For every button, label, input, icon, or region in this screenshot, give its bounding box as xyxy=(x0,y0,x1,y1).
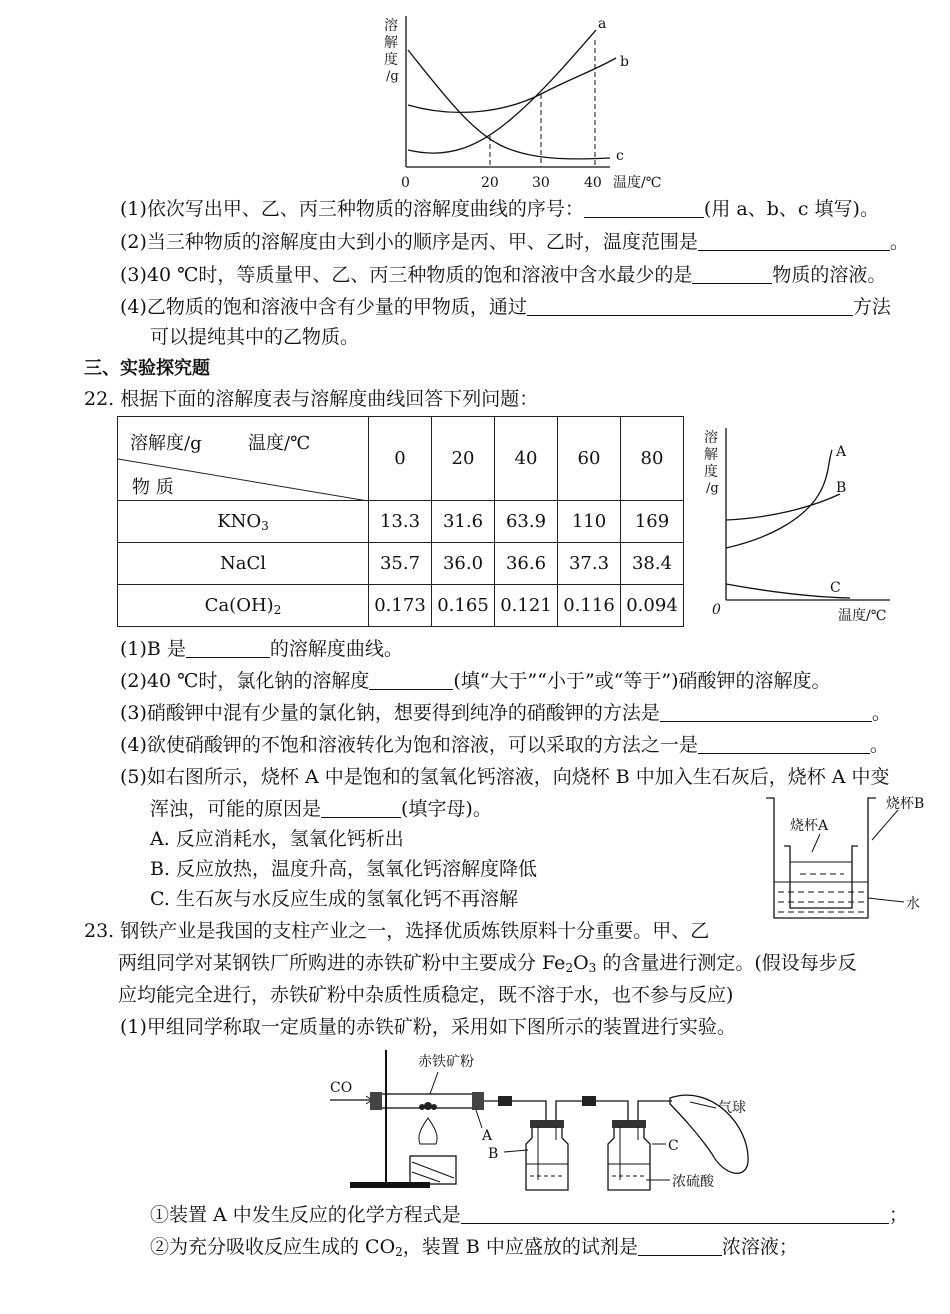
label-ore-powder: 赤铁矿粉 xyxy=(418,1054,474,1070)
block-hatch xyxy=(412,1162,454,1178)
apparatus-diagram xyxy=(320,1044,760,1196)
curve-c xyxy=(408,50,610,159)
q23-step2: ②为充分吸收反应生成的 $CO_2$，装置 B 中应盛放的试剂是 浓溶液； xyxy=(150,1236,798,1259)
label-acid: 浓硫酸 xyxy=(672,1174,714,1190)
solubility-table xyxy=(117,416,684,627)
leader-b xyxy=(504,1150,528,1152)
curve-c-label: c xyxy=(616,148,624,164)
table-cell: 169 xyxy=(621,501,684,543)
leader-b xyxy=(872,810,898,840)
table-cell: 0.165 xyxy=(432,585,495,627)
leader-balloon xyxy=(690,1102,716,1108)
y-label-2: 解 xyxy=(704,447,718,463)
block-hatch xyxy=(412,1172,440,1182)
bottle-b xyxy=(526,1126,568,1190)
q22-blank1[interactable] xyxy=(186,639,270,658)
q21-part4-line2: 可以提纯其中的乙物质。 xyxy=(150,326,360,348)
label-co: CO xyxy=(330,1080,353,1096)
label-water: 水 xyxy=(906,896,920,912)
q22-blank5[interactable] xyxy=(321,799,401,818)
label-c: C xyxy=(668,1138,679,1154)
rubber-joint xyxy=(498,1096,512,1106)
q23-blank1[interactable] xyxy=(461,1205,889,1224)
substance-name: $Ca(OH)_2$ xyxy=(118,585,369,627)
label-beaker-b: 烧杯B xyxy=(886,796,925,812)
q21-part2: (2)当三种物质的溶解度由大到小的顺序是丙、甲、乙时，温度范围是 。 xyxy=(120,231,909,253)
tick-40: 40 xyxy=(584,175,602,191)
bottle-c-stopper xyxy=(612,1120,646,1128)
label-b: B xyxy=(488,1146,499,1162)
bottle-c xyxy=(608,1126,650,1190)
ore-powder xyxy=(419,1104,425,1110)
q22-stem: 22. 根据下面的溶解度表与溶解度曲线回答下列问题： xyxy=(84,388,539,410)
temp-header: 80 xyxy=(621,417,684,501)
x-label: 温度/℃ xyxy=(613,175,662,191)
origin-label: 0 xyxy=(712,602,721,618)
table-cell: 0.116 xyxy=(558,585,621,627)
curve-B xyxy=(726,494,840,520)
q22-part2: (2)40 ℃时，氯化钠的溶解度 (填“大于”“小于”或“等于”)硝酸钾的溶解度。 xyxy=(120,670,831,692)
stopper-left xyxy=(370,1092,382,1110)
label-balloon: 气球 xyxy=(718,1100,746,1116)
bottle-b-stopper xyxy=(530,1120,564,1128)
solubility-graph-2 xyxy=(690,420,920,630)
q21-part4: (4)乙物质的饱和溶液中含有少量的甲物质，通过 方法 xyxy=(120,296,891,318)
table-cell: 110 xyxy=(558,501,621,543)
tick-0: 0 xyxy=(401,175,410,191)
solubility-graph-1 xyxy=(360,10,680,192)
table-cell: 38.4 xyxy=(621,543,684,585)
temp-header: 0 xyxy=(369,417,432,501)
curve-C-label: C xyxy=(830,580,841,596)
curve-A xyxy=(726,450,832,548)
q23-line1: 23. 钢铁产业是我国的支柱产业之一，选择优质炼铁原料十分重要。甲、乙 xyxy=(84,920,710,942)
y-label-3: 度 xyxy=(384,52,398,68)
substance-name: NaCl xyxy=(118,543,369,585)
table-cell: 0.121 xyxy=(495,585,558,627)
tube-to-balloon xyxy=(638,1101,672,1120)
q21-part1: (1)依次写出甲、乙、丙三种物质的溶解度曲线的序号： (用 a、b、c 填写)。 xyxy=(120,198,879,220)
q23-blank2[interactable] xyxy=(638,1237,722,1256)
table-corner xyxy=(118,417,369,501)
curve-b xyxy=(408,58,616,112)
q22-part5-line2: 浑浊，可能的原因是 (填字母)。 xyxy=(150,798,492,820)
q23-step1: ①装置 A 中发生反应的化学方程式是 ； xyxy=(150,1204,908,1226)
beaker-diagram xyxy=(760,790,948,926)
table-cell: 63.9 xyxy=(495,501,558,543)
y-label-3: 度 xyxy=(704,464,718,480)
q21-blank1[interactable] xyxy=(584,199,704,218)
substance-name: $KNO_3$ xyxy=(118,501,369,543)
table-cell: 13.3 xyxy=(369,501,432,543)
curve-a-label: a xyxy=(598,16,607,32)
curve-b-label: b xyxy=(620,54,629,70)
option-c: C. 生石灰与水反应生成的氢氧化钙不再溶解 xyxy=(150,888,518,910)
q22-part4: (4)欲使硝酸钾的不饱和溶液转化为饱和溶液，可以采取的方法之一是 。 xyxy=(120,734,889,756)
curve-B-label: B xyxy=(836,480,847,496)
q22-part3: (3)硝酸钾中混有少量的氯化钠，想要得到纯净的硝酸钾的方法是 。 xyxy=(120,702,891,724)
y-label-2: 解 xyxy=(384,35,398,51)
table-row xyxy=(118,543,684,585)
y-label-4: /g xyxy=(386,69,399,84)
x-label: 温度/℃ xyxy=(838,608,887,624)
temp-header: 40 xyxy=(495,417,558,501)
q22-blank3[interactable] xyxy=(660,703,872,722)
corner-substance: 物 质 xyxy=(132,477,174,498)
stopper-right xyxy=(472,1092,484,1110)
stand-base xyxy=(350,1182,430,1188)
table-cell: 0.173 xyxy=(369,585,432,627)
y-label-1: 溶 xyxy=(704,430,718,446)
y-label-1: 溶 xyxy=(384,18,398,34)
q21-part3: (3)40 ℃时，等质量甲、乙、丙三种物质的饱和溶液中含水最少的是 物质的溶液。 xyxy=(120,264,887,286)
corner-solubility: 溶解度/g xyxy=(130,433,202,454)
table-cell: 36.6 xyxy=(495,543,558,585)
table-row xyxy=(118,585,684,627)
q21-blank2[interactable] xyxy=(698,232,890,251)
table-cell: 35.7 xyxy=(369,543,432,585)
q23-line4: (1)甲组同学称取一定质量的赤铁矿粉，采用如下图所示的装置进行实验。 xyxy=(120,1016,736,1038)
ore-powder xyxy=(431,1104,437,1110)
leader-a xyxy=(812,834,820,852)
tick-30: 30 xyxy=(532,175,550,191)
beaker-b xyxy=(766,798,876,918)
q23-line3: 应均能完全进行，赤铁矿粉中杂质性质稳定，既不溶于水，也不参与反应) xyxy=(118,984,734,1006)
option-a: A. 反应消耗水，氢氧化钙析出 xyxy=(150,828,404,850)
tick-20: 20 xyxy=(481,175,499,191)
curve-A-label: A xyxy=(836,444,847,460)
temp-header: 60 xyxy=(558,417,621,501)
label-a: A xyxy=(482,1128,493,1144)
q22-part1: (1)B 是 的溶解度曲线。 xyxy=(120,638,403,660)
q22-blank2[interactable] xyxy=(369,671,453,690)
leader-a xyxy=(476,1110,482,1128)
leader-powder xyxy=(430,1072,438,1094)
q21-blank4[interactable] xyxy=(527,297,853,316)
alcohol-lamp xyxy=(419,1118,437,1144)
leader-water xyxy=(868,898,904,902)
q21-blank3[interactable] xyxy=(692,265,772,284)
ore-powder xyxy=(424,1102,432,1110)
q22-part5: (5)如右图所示，烧杯 A 中是饱和的氢氧化钙溶液，向烧杯 B 中加入生石灰后，烧杯 A 中变 xyxy=(120,766,890,788)
table-cell: 37.3 xyxy=(558,543,621,585)
table-cell: 0.094 xyxy=(621,585,684,627)
y-label-4: /g xyxy=(706,481,719,496)
rubber-joint xyxy=(582,1096,596,1106)
curve-a xyxy=(408,30,596,153)
q23-line2: 两组同学对某钢铁厂所购进的赤铁矿粉中主要成分 $Fe_2O_3$ 的含量进行测定。(假设每步反 xyxy=(118,952,857,975)
table-cell: 36.0 xyxy=(432,543,495,585)
label-beaker-a: 烧杯A xyxy=(790,818,829,834)
beaker-a xyxy=(784,846,858,908)
q22-blank4[interactable] xyxy=(698,735,870,754)
table-cell: 31.6 xyxy=(432,501,495,543)
temp-header: 20 xyxy=(432,417,495,501)
option-b: B. 反应放热，温度升高，氢氧化钙溶解度降低 xyxy=(150,858,538,880)
table-row xyxy=(118,501,684,543)
section-title: 三、实验探究题 xyxy=(84,358,210,379)
corner-temp: 温度/℃ xyxy=(248,433,311,454)
